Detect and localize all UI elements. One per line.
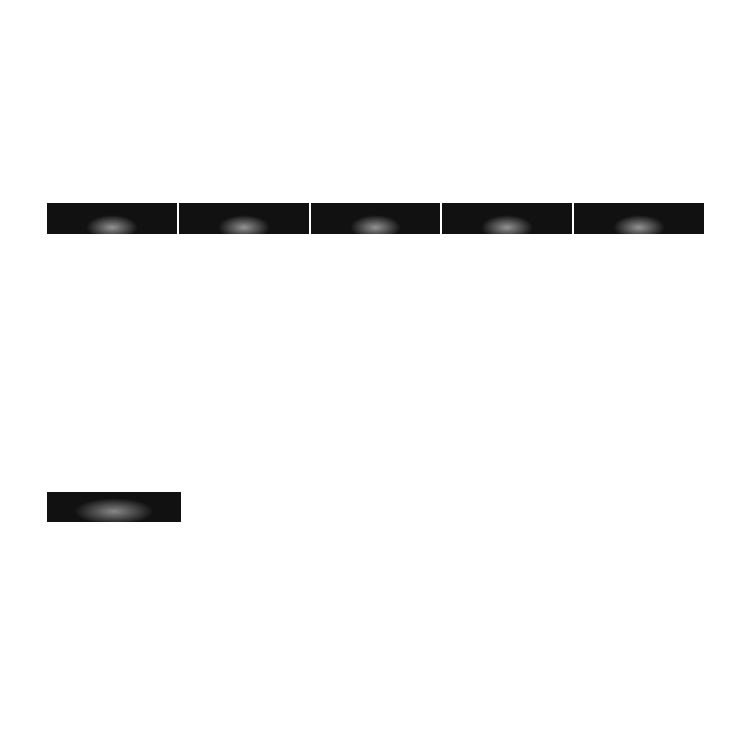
womens-size-table [47,203,704,234]
header-knee [574,203,704,234]
recommendation-table [47,492,704,522]
header-waistline [311,203,441,234]
table-header-row [47,203,704,234]
recommendation-header-row [47,492,704,522]
header-size [47,203,177,234]
header-pants-length [179,203,309,234]
header-weight-height [47,492,181,522]
header-hips [442,203,572,234]
